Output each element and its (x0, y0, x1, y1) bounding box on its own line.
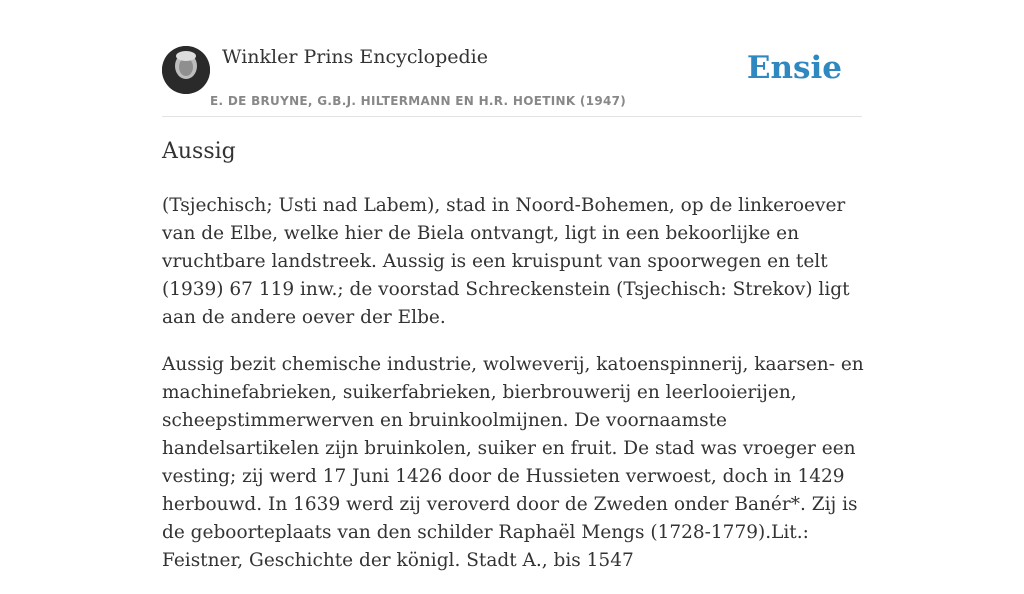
article-paragraph: Aussig bezit chemische industrie, wolweverij, katoenspinnerij, kaarsen- en machinefabrieken, suikerfabrieken, bierbrouwerij en leerlooierijen, scheepstimmerwerven en bruinkoolmijnen. De voornaamste handelsartikelen zijn bruinkolen, suiker en fruit. De stad was vroeger een vesting; zij werd 17 Juni 1426 door de Hussieten verwoest, doch in 1429 herbouwd. In 1639 werd zij veroverd door de Zweden onder Banér*. Zij is de geboorteplaats van den schilder Raphaël Mengs (1728-1779).Lit.: Feistner, Geschichte der königl. Stadt A., bis 1547 (162, 354, 864, 571)
article-title: Aussig (162, 139, 236, 164)
authors-byline: E. DE BRUYNE, G.B.J. HILTERMANN EN H.R. HOETINK (1947) (210, 94, 627, 108)
brand-logo[interactable]: Ensie (746, 50, 842, 86)
portrait-icon (162, 46, 210, 94)
article-body (162, 192, 867, 594)
article-paragraph: (Tsjechisch; Usti nad Labem), stad in Noord-Bohemen, op de linkeroever van de Elbe, welke hier de Biela ontvangt, ligt in een bekoorlijke en vruchtbare landstreek. Aussig is een kruispunt van spoorwegen en telt (1939) 67 119 inw.; de voorstad Schreckenstein (Tsjechisch: Strekov) ligt aan de andere oever der Elbe. (162, 195, 850, 328)
source-header (162, 46, 862, 117)
source-title[interactable]: Winkler Prins Encyclopedie (222, 46, 488, 68)
author-avatar[interactable] (162, 46, 210, 94)
